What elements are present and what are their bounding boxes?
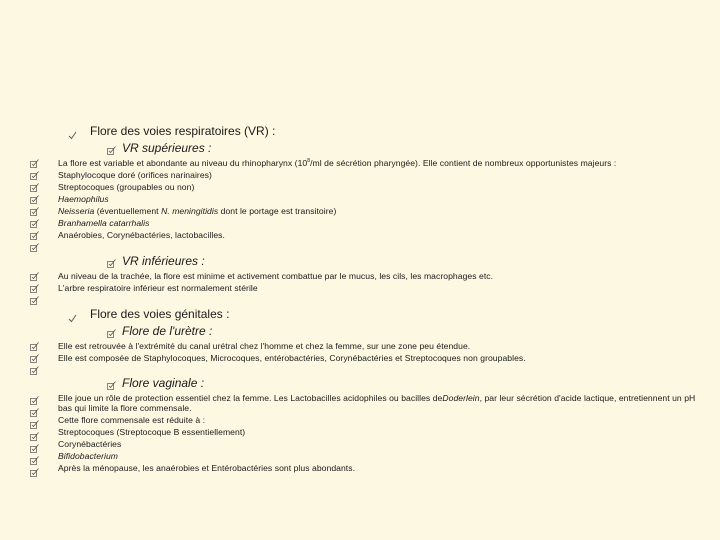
subtitle-vaginale: Flore vaginale : xyxy=(122,376,205,390)
section-title-genital: Flore des voies génitales : xyxy=(90,307,230,321)
list-item: Elle est retrouvée à l'extrémité du canal urétral chez l'homme et chez la femme, sur une zone peu étendue. xyxy=(58,341,471,351)
box-check-icon xyxy=(30,219,38,227)
box-check-icon xyxy=(30,396,38,404)
box-check-icon xyxy=(30,444,38,452)
list-item: Bifidobacterium xyxy=(58,451,118,461)
list-item: Staphylocoque doré (orifices narinaires) xyxy=(58,170,212,180)
box-check-icon xyxy=(30,468,38,476)
list-item: Elle joue un rôle de protection essentiel chez la femme. Les Lactobacilles acidophiles ou bacilles deDoderlein, par leur sécrétion d'acide lactique, entretiennent un pH bas qui limite la flore commensale. xyxy=(58,393,696,413)
box-check-icon xyxy=(107,381,115,389)
subtitle-uretre: Flore de l'urètre : xyxy=(122,324,213,338)
box-check-icon xyxy=(107,329,115,337)
box-check-icon xyxy=(30,342,38,350)
box-check-icon xyxy=(30,420,38,428)
list-item: L'arbre respiratoire inférieur est normalement stérile xyxy=(58,283,258,293)
subtitle-vr-inferieures: VR inférieures : xyxy=(122,254,205,268)
list-item: Streptocoques (Streptocoque B essentiellement) xyxy=(58,427,246,437)
box-check-icon xyxy=(30,231,38,239)
list-item: Streptocoques (groupables ou non) xyxy=(58,182,195,192)
box-check-icon xyxy=(30,171,38,179)
box-check-icon xyxy=(30,159,38,167)
list-item: Au niveau de la trachée, la flore est minime et activement combattue par le mucus, les cils, les macrophages etc. xyxy=(58,271,494,281)
box-check-icon xyxy=(30,408,38,416)
section-title-respiratory: Flore des voies respiratoires (VR) : xyxy=(90,124,276,138)
list-item: Elle est composée de Staphylocoques, Microcoques, entérobactéries, Corynébactéries et Streptocoques non groupables. xyxy=(58,353,526,363)
box-check-icon xyxy=(30,183,38,191)
box-check-icon xyxy=(30,432,38,440)
checkmark-icon xyxy=(68,127,77,136)
box-check-icon xyxy=(30,243,38,251)
box-check-icon xyxy=(107,146,115,154)
box-check-icon xyxy=(30,456,38,464)
box-check-icon xyxy=(30,354,38,362)
subtitle-vr-superieures: VR supérieures : xyxy=(122,141,212,155)
box-check-icon xyxy=(107,259,115,267)
list-item: La flore est variable et abondante au niveau du rhinopharynx ($10^8/ml$ de sécrétion pharyngée). Elle contient de nombreux opportunistes majeurs : xyxy=(58,158,617,168)
box-check-icon xyxy=(30,195,38,203)
list-item: Cette flore commensale est réduite à : xyxy=(58,415,206,425)
box-check-icon xyxy=(30,366,38,374)
list-item: Haemophilus xyxy=(58,194,109,204)
box-check-icon xyxy=(30,207,38,215)
box-check-icon xyxy=(30,284,38,292)
list-item: Anaérobies, Corynébactéries, lactobacilles. xyxy=(58,230,225,240)
checkmark-icon xyxy=(68,310,77,319)
box-check-icon xyxy=(30,272,38,280)
list-item: Branhamella catarrhalis xyxy=(58,218,150,228)
list-item: Neisseria (éventuellement N. meningitidis dont le portage est transitoire) xyxy=(58,206,337,216)
box-check-icon xyxy=(30,296,38,304)
list-item: Après la ménopause, les anaérobies et Entérobactéries sont plus abondants. xyxy=(58,463,356,473)
list-item: Corynébactéries xyxy=(58,439,122,449)
